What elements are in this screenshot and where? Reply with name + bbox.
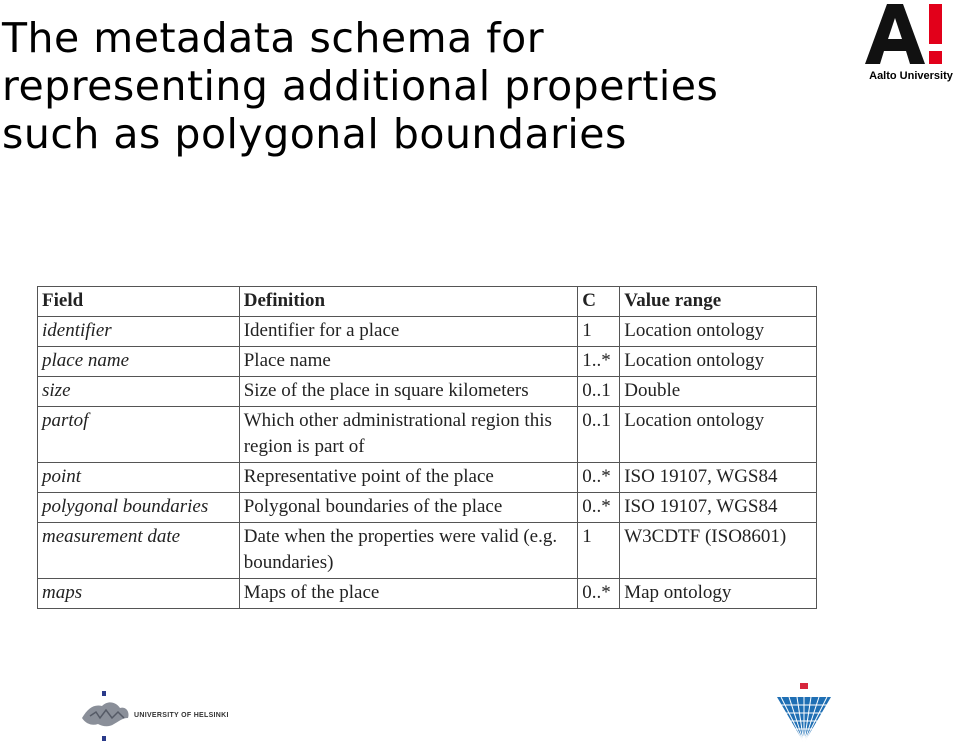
header-definition: Definition — [239, 287, 578, 317]
cell-cardinality: 1 — [578, 317, 620, 347]
cell-field: size — [38, 377, 240, 407]
cell-cardinality: 1..* — [578, 347, 620, 377]
aalto-mark-icon — [863, 4, 959, 66]
table-row — [38, 317, 817, 347]
helsinki-name: UNIVERSITY OF HELSINKI — [134, 712, 229, 719]
slide-title-line-2: representing additional properties — [2, 62, 719, 110]
table-row — [38, 579, 817, 609]
cell-definition: Maps of the place — [239, 579, 578, 609]
cell-definition: Identifier for a place — [239, 317, 578, 347]
cell-cardinality: 0..* — [578, 579, 620, 609]
cell-field: place name — [38, 347, 240, 377]
cell-field: polygonal boundaries — [38, 493, 240, 523]
metadata-schema-table — [37, 286, 817, 609]
table-row — [38, 347, 817, 377]
cell-value-range: W3CDTF (ISO8601) — [620, 523, 817, 579]
header-field: Field — [38, 287, 240, 317]
header-cardinality: C — [578, 287, 620, 317]
cell-definition: Representative point of the place — [239, 463, 578, 493]
cell-value-range: ISO 19107, WGS84 — [620, 463, 817, 493]
cell-field: identifier — [38, 317, 240, 347]
table-row — [38, 377, 817, 407]
cell-value-range: Double — [620, 377, 817, 407]
aalto-university-logo — [863, 4, 959, 84]
cell-field: measurement date — [38, 523, 240, 579]
cell-cardinality: 0..1 — [578, 407, 620, 463]
cell-definition: Size of the place in square kilometers — [239, 377, 578, 407]
table-row — [38, 493, 817, 523]
cell-cardinality: 0..1 — [578, 377, 620, 407]
cell-definition: Place name — [239, 347, 578, 377]
slide-title — [2, 14, 822, 158]
table-row — [38, 407, 817, 463]
cell-field: maps — [38, 579, 240, 609]
table-header-row — [38, 287, 817, 317]
cell-value-range: ISO 19107, WGS84 — [620, 493, 817, 523]
university-of-helsinki-logo — [78, 688, 238, 744]
cell-value-range: Location ontology — [620, 317, 817, 347]
cell-cardinality: 0..* — [578, 463, 620, 493]
cell-cardinality: 0..* — [578, 493, 620, 523]
table-row — [38, 463, 817, 493]
table-row — [38, 523, 817, 579]
fan-emblem-icon — [773, 683, 835, 745]
cell-definition: Which other administrational region this region is part of — [239, 407, 578, 463]
aalto-university-name: Aalto University — [869, 70, 953, 82]
header-value-range: Value range — [620, 287, 817, 317]
slide-title-line-3: such as polygonal boundaries — [2, 110, 627, 158]
cell-value-range: Map ontology — [620, 579, 817, 609]
cell-cardinality: 1 — [578, 523, 620, 579]
cell-definition: Polygonal boundaries of the place — [239, 493, 578, 523]
cell-value-range: Location ontology — [620, 407, 817, 463]
cell-definition: Date when the properties were valid (e.g. boundaries) — [239, 523, 578, 579]
cell-field: point — [38, 463, 240, 493]
cell-value-range: Location ontology — [620, 347, 817, 377]
cell-field: partof — [38, 407, 240, 463]
helsinki-seal-icon — [78, 688, 134, 744]
slide-title-line-1: The metadata schema for — [2, 14, 545, 62]
